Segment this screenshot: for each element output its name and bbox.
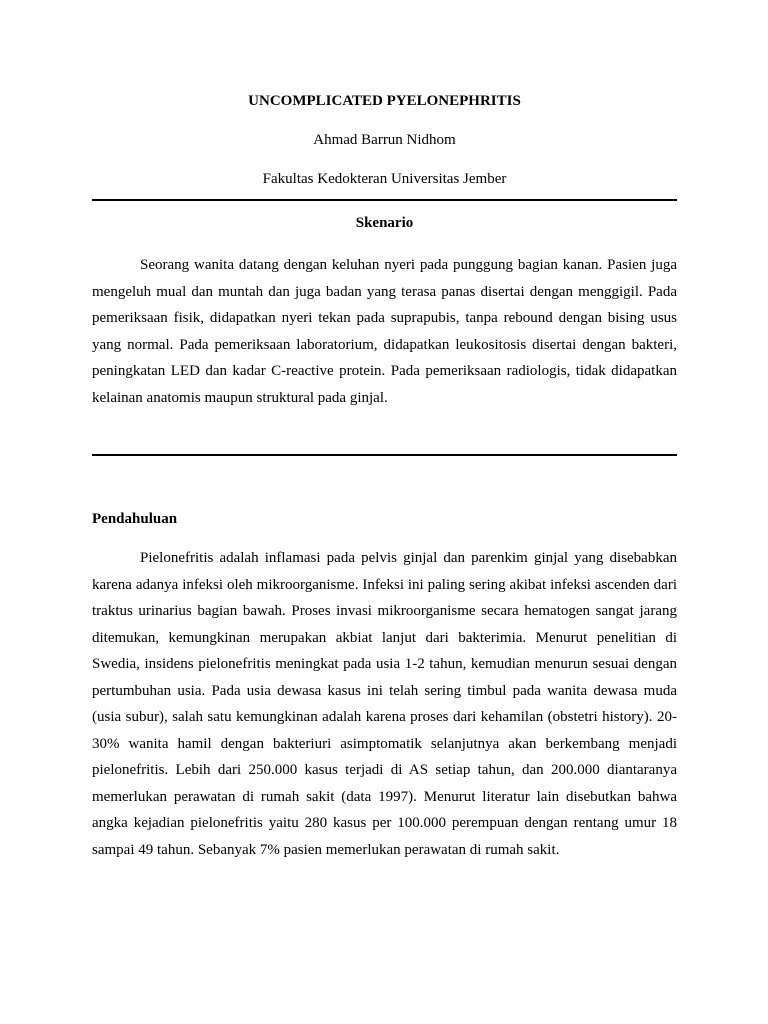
bottom-divider — [92, 454, 677, 456]
document-affiliation: Fakultas Kedokteran Universitas Jember — [262, 171, 507, 187]
document-title: UNCOMPLICATED PYELONEPHRITIS — [248, 93, 521, 109]
document-author: Ahmad Barrun Nidhom — [313, 132, 456, 148]
introduction-paragraph: Pielonefritis adalah inflamasi pada pelvis ginjal dan parenkim ginjal yang disebabkan karena adanya infeksi oleh mikroorganisme. Infeksi ini paling sering akibat infeksi ascenden dari traktus urinarius bagian bawah. Proses invasi mikroorganisme secara hematogen sangat jarang ditemukan, kemungkinan merupakan akbiat lanjut dari bakterimia. Menurut penelitian di Swedia, insidens pielonefritis meningkat pada usia 1-2 tahun, kemudian menurun sesuai dengan pertumbuhan usia. Pada usia dewasa kasus ini telah sering timbul pada wanita dewasa muda (usia subur), salah satu kemungkinan adalah karena proses dari kehamilan (obstetri history). 20-30% wanita hamil dengan bakteriuri asimptomatik selanjutnya akan berkembang menjadi pielonefritis. Lebih dari 250.000 kasus terjadi di AS setiap tahun, dan 200.000 diantaranya memerlukan perawatan di rumah sakit (data 1997). Menurut literatur lain disebutkan bahwa angka kejadian pielonefritis yaitu 280 kasus per 100.000 perempuan dengan rentang umur 18 sampai 49 tahun. Sebanyak 7% pasien memerlukan perawatan di rumah sakit. — [92, 550, 677, 858]
scenario-heading: Skenario — [355, 215, 414, 231]
scenario-paragraph: Seorang wanita datang dengan keluhan nyeri pada punggung bagian kanan. Pasien juga mengeluh mual dan muntah dan juga badan yang terasa panas disertai dengan menggigil. Pada pemeriksaan fisik, didapatkan nyeri tekan pada suprapubis, tanpa rebound dengan bising usus yang normal. Pada pemeriksaan laboratorium, didapatkan leukositosis disertai dengan bakteri, peningkatan LED dan kadar C-reactive protein. Pada pemeriksaan radiologis, tidak didapatkan kelainan anatomis maupun struktural pada ginjal. — [92, 257, 677, 406]
top-divider — [92, 199, 677, 201]
introduction-heading: Pendahuluan — [92, 511, 178, 527]
